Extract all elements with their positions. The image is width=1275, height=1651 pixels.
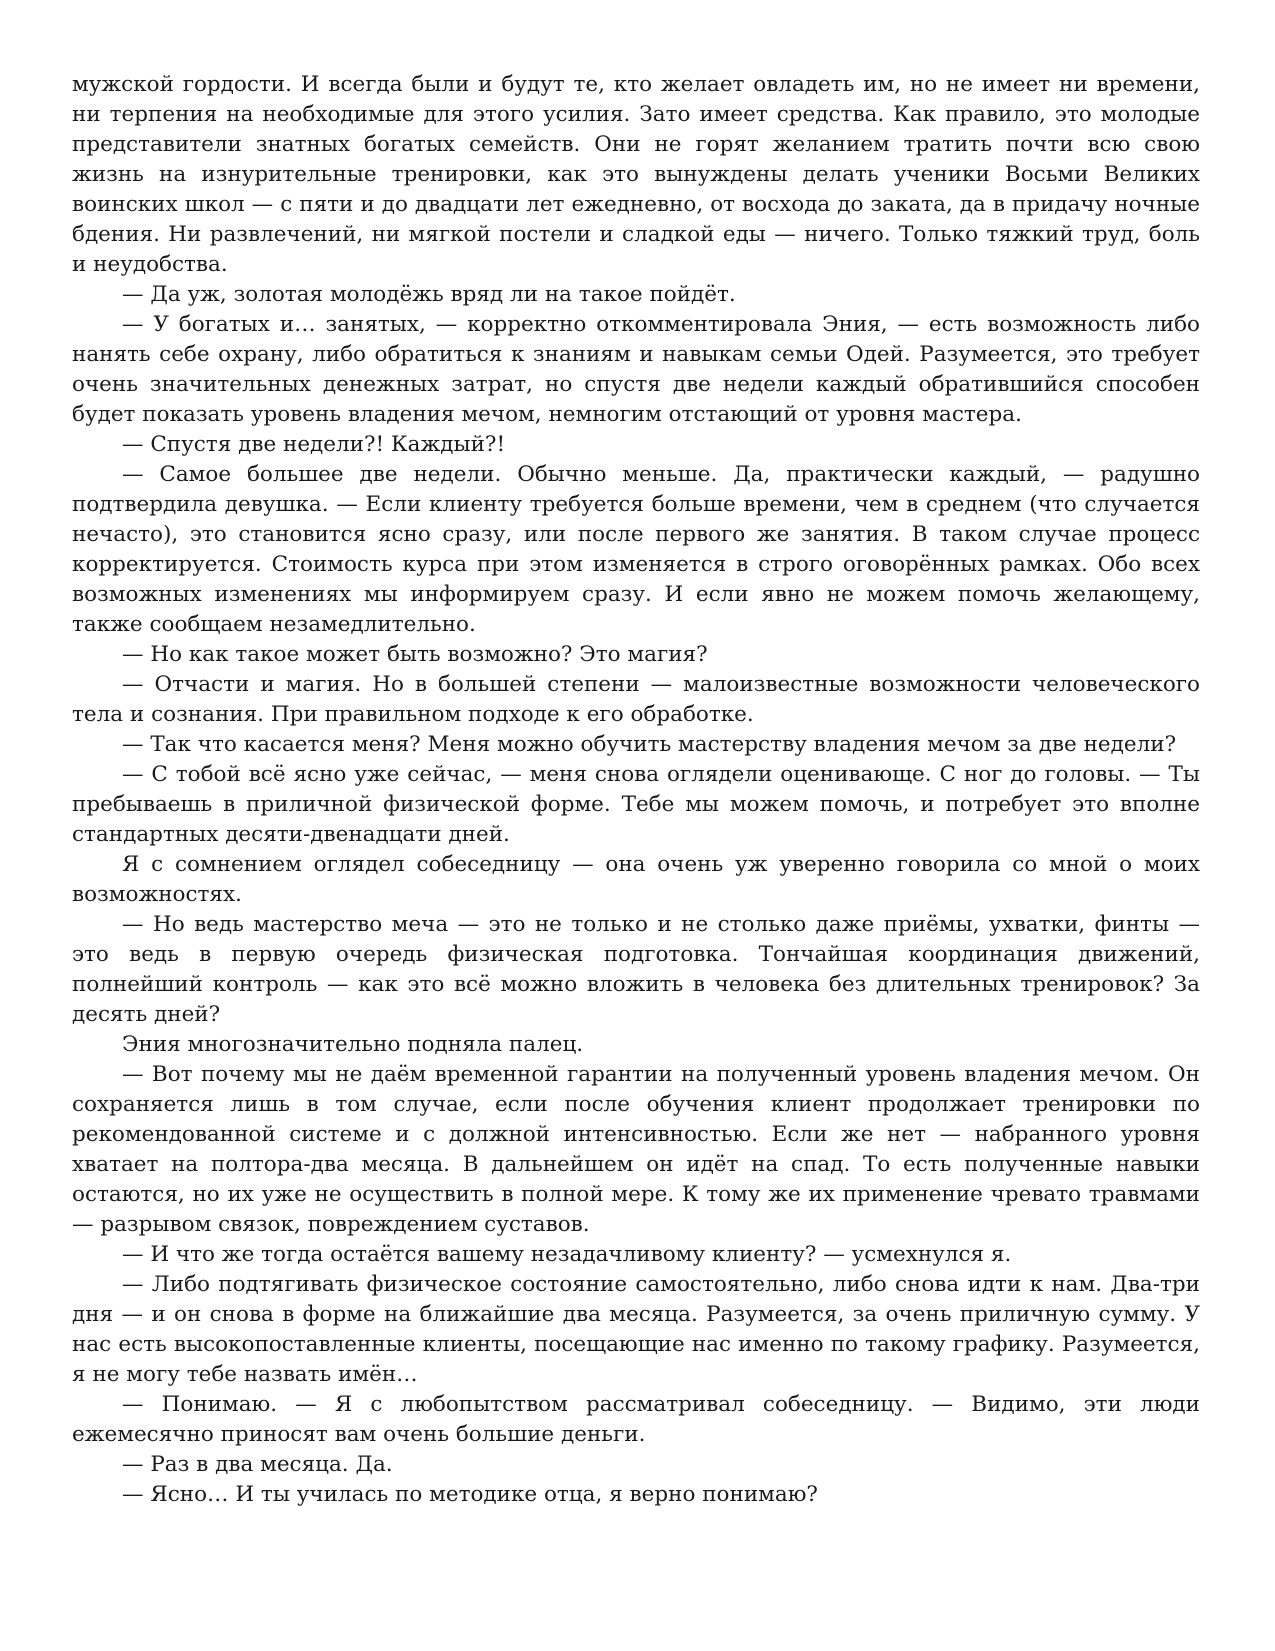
paragraph: — Но как такое может быть возможно? Это магия?: [122, 642, 708, 667]
paragraph: — С тобой всё ясно уже сейчас, — меня снова оглядели оценивающе. С ног до головы. — Ты пребываешь в приличной физической форме. Тебе мы можем помочь, и потребует это вполне стандартных десяти-двенадцати дней.: [72, 762, 1200, 847]
paragraph: — Вот почему мы не даём временной гарантии на полученный уровень владения мечом. Он сохраняется лишь в том случае, если после обучения клиент продолжает тренировки по рекомендованной системе и с должной интенсивностью. Если же нет — набранного уровня хватает на полтора-два месяца. В дальнейшем он идёт на спад. То есть полученные навыки остаются, но их уже не осуществить в полной мере. К тому же их применение чревато травмами — разрывом связок, повреждением суставов.: [72, 1062, 1200, 1237]
paragraph: — Спустя две недели?! Каждый?!: [122, 432, 506, 457]
paragraph: — Да уж, золотая молодёжь вряд ли на такое пойдёт.: [122, 282, 736, 307]
paragraph: — И что же тогда остаётся вашему незадачливому клиенту? — усмехнулся я.: [122, 1242, 1012, 1267]
document-page: [72, 70, 1200, 1510]
paragraph: — Ясно… И ты училась по методике отца, я верно понимаю?: [122, 1482, 818, 1507]
paragraph: — Отчасти и магия. Но в большей степени — малоизвестные возможности человеческого тела и сознания. При правильном подходе к его обработке.: [72, 672, 1200, 727]
paragraph: — Либо подтягивать физическое состояние самостоятельно, либо снова идти к нам. Два-три дня — и он снова в форме на ближайшие два месяца. Разумеется, за очень приличную сумму. У нас есть высокопоставленные клиенты, посещающие нас именно по такому графику. Разумеется, я не могу тебе назвать имён…: [72, 1272, 1200, 1387]
paragraph: — Но ведь мастерство меча — это не только и не столько даже приёмы, ухватки, финты — это ведь в первую очередь физическая подготовка. Тончайшая координация движений, полнейший контроль — как это всё можно вложить в человека без длительных тренировок? За десять дней?: [72, 912, 1200, 1027]
paragraph: мужской гордости. И всегда были и будут те, кто желает овладеть им, но не имеет ни времени, ни терпения на необходимые для этого усилия. Зато имеет средства. Как правило, это молодые представители знатных богатых семейств. Они не горят желанием тратить почти всю свою жизнь на изнурительные тренировки, как это вынуждены делать ученики Восьми Великих воинских школ — с пяти и до двадцати лет ежедневно, от восхода до заката, да в придачу ночные бдения. Ни развлечений, ни мягкой постели и сладкой еды — ничего. Только тяжкий труд, боль и неудобства.: [72, 72, 1200, 277]
paragraph: — Понимаю. — Я с любопытством рассматривал собеседницу. — Видимо, эти люди ежемесячно приносят вам очень большие деньги.: [72, 1392, 1200, 1447]
paragraph: — Самое большее две недели. Обычно меньше. Да, практически каждый, — радушно подтвердила девушка. — Если клиенту требуется больше времени, чем в среднем (что случается нечасто), это становится ясно сразу, или после первого же занятия. В таком случае процесс корректируется. Стоимость курса при этом изменяется в строго оговорённых рамках. Обо всех возможных изменениях мы информируем сразу. И если явно не можем помочь желающему, также сообщаем незамедлительно.: [72, 462, 1200, 637]
paragraph: — Так что касается меня? Меня можно обучить мастерству владения мечом за две недели?: [122, 732, 1177, 757]
paragraph: — Раз в два месяца. Да.: [122, 1452, 393, 1477]
paragraph: Эния многозначительно подняла палец.: [122, 1032, 584, 1057]
paragraph: — У богатых и… занятых, — корректно откомментировала Эния, — есть возможность либо нанять себе охрану, либо обратиться к знаниям и навыкам семьи Одей. Разумеется, это требует очень значительных денежных затрат, но спустя две недели каждый обратившийся способен будет показать уровень владения мечом, немногим отстающий от уровня мастера.: [72, 312, 1200, 427]
paragraph: Я с сомнением оглядел собеседницу — она очень уж уверенно говорила со мной о моих возможностях.: [72, 852, 1200, 907]
